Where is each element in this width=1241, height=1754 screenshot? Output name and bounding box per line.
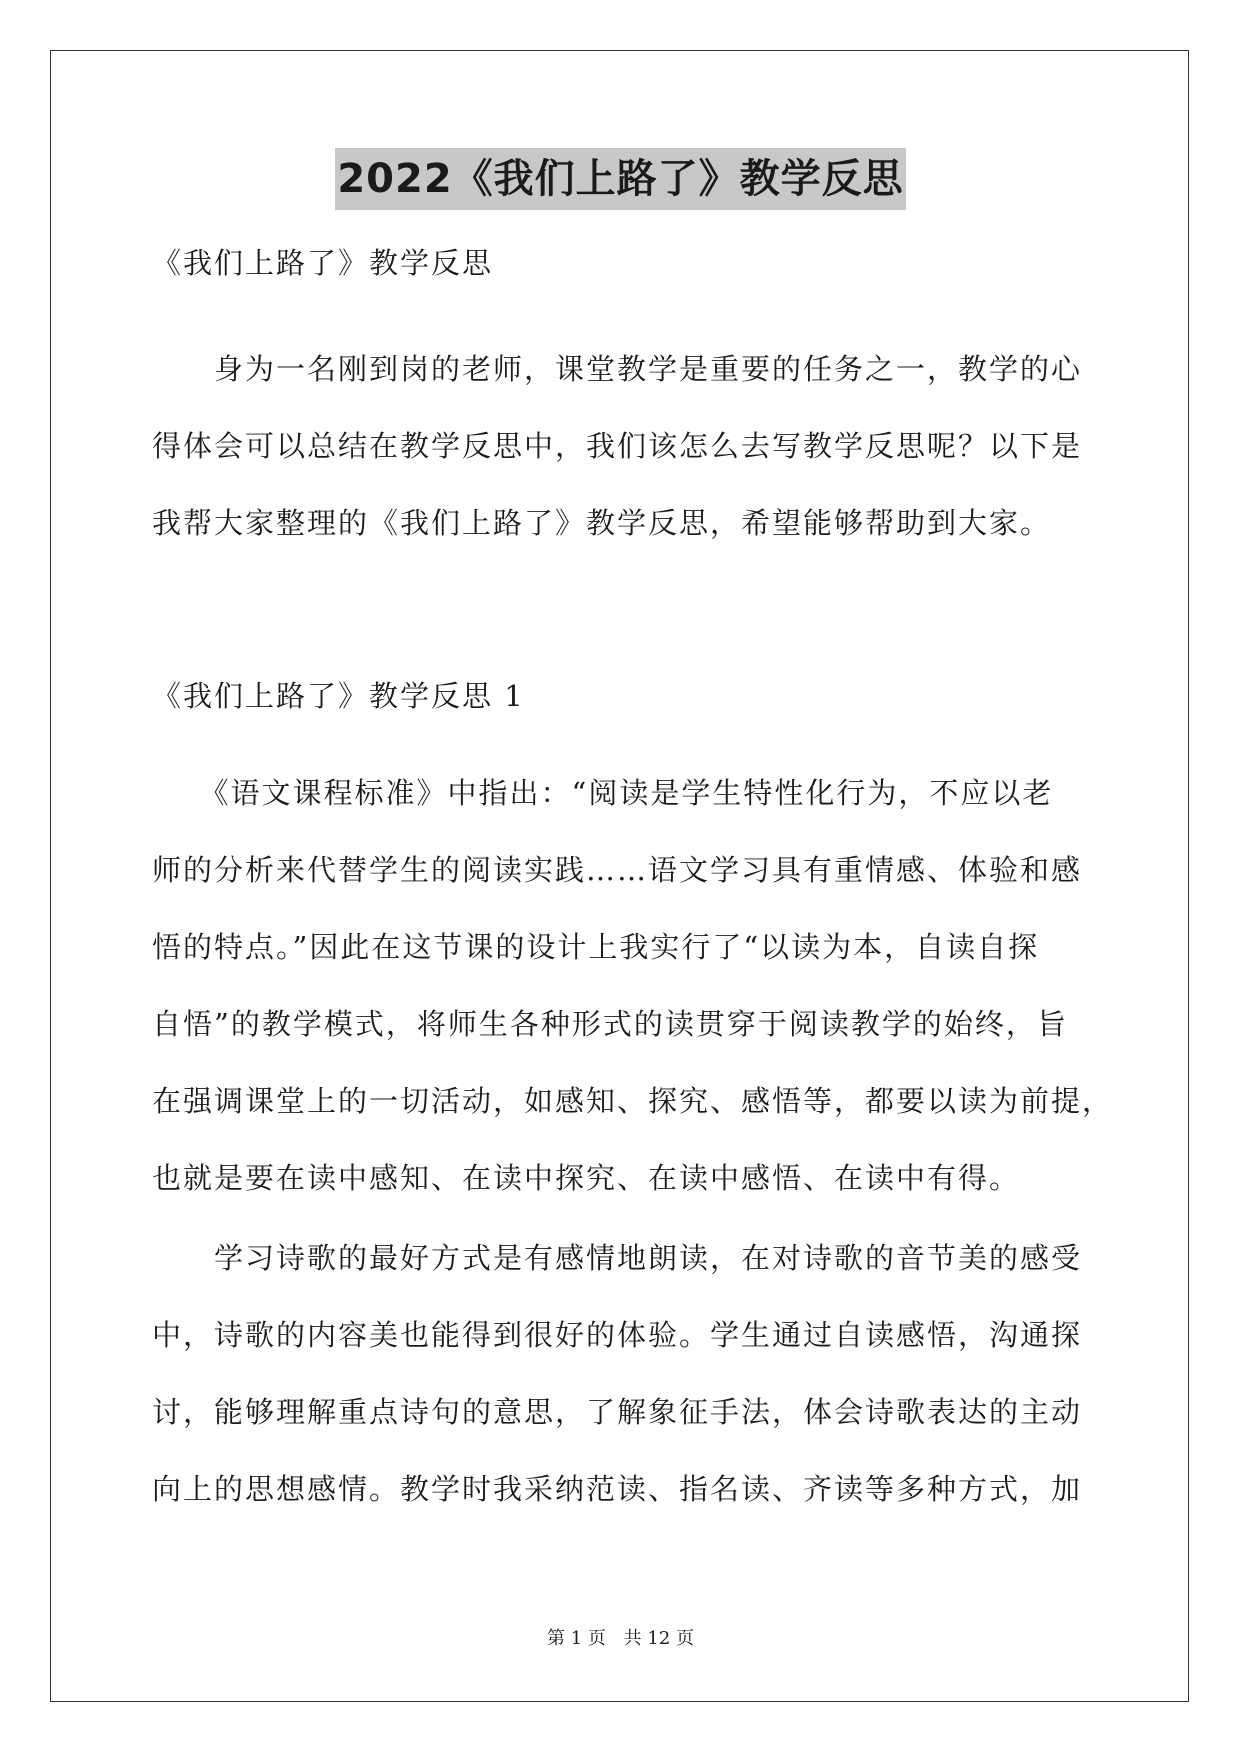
document-title: 2022《我们上路了》教学反思	[335, 148, 905, 210]
title-container	[0, 148, 1241, 210]
page-footer	[0, 1624, 1241, 1650]
paragraph-line: 也就是要在读中感知、在读中探究、在读中感悟、在读中有得。	[152, 1161, 1021, 1195]
paragraph-line: 中，诗歌的内容美也能得到很好的体验。学生通过自读感悟，沟通探	[152, 1318, 1083, 1352]
paragraph-line: 悟的特点。”因此在这节课的设计上我实行了“以读为本，自读自探	[152, 930, 1040, 964]
page-number: 第 1 页	[547, 1628, 606, 1649]
intro-paragraph	[152, 350, 1092, 562]
paragraph-line: 自悟”的教学模式，将师生各种形式的读贯穿于阅读教学的始终，旨	[152, 1007, 1068, 1041]
page-total: 共 12 页	[623, 1628, 694, 1649]
paragraph-2	[152, 1220, 1092, 1528]
paragraph-line: 师的分析来代替学生的阅读实践……语文学习具有重情感、体验和感	[152, 853, 1083, 887]
paragraph-line: 我帮大家整理的《我们上路了》教学反思，希望能够帮助到大家。	[152, 506, 1052, 540]
document-subtitle: 《我们上路了》教学反思	[152, 246, 494, 280]
paragraph-1	[152, 755, 1114, 1217]
paragraph-line: 身为一名刚到岗的老师，课堂教学是重要的任务之一，教学的心	[152, 352, 1083, 386]
paragraph-line: 讨，能够理解重点诗句的意思，了解象征手法，体会诗歌表达的主动	[152, 1395, 1083, 1429]
paragraph-line: 得体会可以总结在教学反思中，我们该怎么去写教学反思呢？以下是	[152, 429, 1083, 463]
section-heading-block	[152, 676, 1092, 716]
subtitle-block	[152, 243, 1092, 283]
paragraph-line: 向上的思想感情。教学时我采纳范读、指名读、齐读等多种方式，加	[152, 1472, 1083, 1506]
paragraph-line: 《语文课程标准》中指出：“阅读是学生特性化行为，不应以老	[152, 776, 1054, 810]
paragraph-line: 学习诗歌的最好方式是有感情地朗读，在对诗歌的音节美的感受	[152, 1241, 1083, 1275]
paragraph-line: 在强调课堂上的一切活动，如感知、探究、感悟等，都要以读为前提，	[152, 1084, 1114, 1118]
section-heading: 《我们上路了》教学反思 1	[152, 679, 525, 713]
